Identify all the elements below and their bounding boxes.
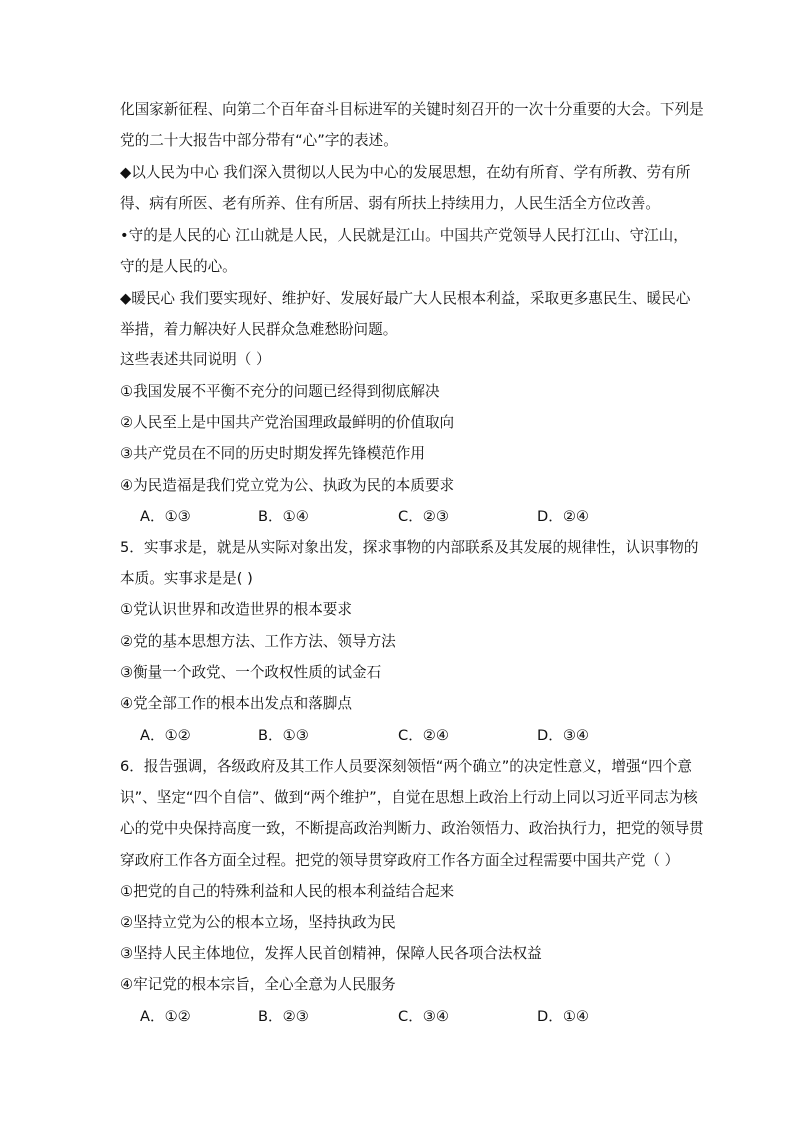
q4-statement-3: ③共产党员在不同的历史时期发挥先锋模范作用 xyxy=(120,445,425,462)
q4-item-2-line-1: •守的是人民的心 江山就是人民，人民就是江山。中国共产党领导人民打江山、守江山， xyxy=(120,227,688,244)
q5-option-b[interactable]: B．①③ xyxy=(258,727,309,744)
q6-stem-line-2: 识”、坚定“四个自信”、做到“两个维护”，自觉在思想上政治上行动上同以习近平同志为核 xyxy=(120,789,698,806)
q6-options xyxy=(140,1007,660,1027)
q5-stem-line-1: 5．实事求是，就是从实际对象出发，探求事物的内部联系及其发展的规律性，认识事物的 xyxy=(120,539,699,556)
q6-option-a[interactable]: A．①② xyxy=(140,1008,191,1025)
q6-option-c[interactable]: C．③④ xyxy=(398,1008,449,1025)
q6-stem-line-3: 心的党中央保持高度一致，不断提高政治判断力、政治领悟力、政治执行力，把党的领导贯 xyxy=(120,820,704,837)
intro-line-1: 化国家新征程、向第二个百年奋斗目标进军的关键时刻召开的一次十分重要的大会。下列是 xyxy=(120,101,704,118)
q6-statement-3: ③坚持人民主体地位，发挥人民首创精神，保障人民各项合法权益 xyxy=(120,945,542,962)
q6-statement-1: ①把党的自己的特殊利益和人民的根本利益结合起来 xyxy=(120,883,455,900)
q4-item-1-line-2: 得、病有所医、老有所养、住有所居、弱有所扶上持续用力，人民生活全方位改善。 xyxy=(120,195,660,212)
q5-options xyxy=(140,726,660,746)
q5-option-a[interactable]: A．①② xyxy=(140,727,191,744)
q4-item-1-line-1: ◆以人民为中心 我们深入贯彻以人民为中心的发展思想，在幼有所育、学有所教、劳有所 xyxy=(120,164,691,181)
q6-option-b[interactable]: B．②③ xyxy=(258,1008,309,1025)
q4-item-3-line-2: 举措，着力解决好人民群众急难愁盼问题。 xyxy=(120,321,398,338)
q6-option-d[interactable]: D．①④ xyxy=(537,1008,589,1025)
q4-option-a[interactable]: A．①③ xyxy=(140,508,191,525)
q5-statement-2: ②党的基本思想方法、工作方法、领导方法 xyxy=(120,633,396,650)
q5-statement-3: ③衡量一个政党、一个政权性质的试金石 xyxy=(120,664,382,681)
q4-option-b[interactable]: B．①④ xyxy=(258,508,309,525)
q4-option-c[interactable]: C．②③ xyxy=(398,508,449,525)
q4-item-2-line-2: 守的是人民的心。 xyxy=(120,258,237,275)
q5-option-c[interactable]: C．②④ xyxy=(398,727,449,744)
q4-statement-1: ①我国发展不平衡不充分的问题已经得到彻底解决 xyxy=(120,383,440,400)
q6-stem-line-4: 穿政府工作各方面全过程。把党的领导贯穿政府工作各方面全过程需要中国共产党（ ） xyxy=(120,852,680,869)
q5-statement-1: ①党认识世界和改造世界的根本要求 xyxy=(120,601,352,618)
q4-statement-4: ④为民造福是我们党立党为公、执政为民的本质要求 xyxy=(120,477,455,494)
q4-options xyxy=(140,507,660,527)
q6-stem-line-1: 6．报告强调，各级政府及其工作人员要深刻领悟“两个确立”的决定性意义，增强“四个意 xyxy=(120,758,692,775)
q4-stem: 这些表述共同说明（ ） xyxy=(120,351,271,368)
q5-stem-line-2: 本质。实事求是是( ) xyxy=(120,570,253,587)
q4-statement-2: ②人民至上是中国共产党治国理政最鲜明的价值取向 xyxy=(120,414,455,431)
q4-option-d[interactable]: D．②④ xyxy=(537,508,589,525)
intro-line-2: 党的二十大报告中部分带有“心”字的表述。 xyxy=(120,132,398,149)
q6-statement-2: ②坚持立党为公的根本立场，坚持执政为民 xyxy=(120,914,396,931)
q4-item-3-line-1: ◆暖民心 我们要实现好、维护好、发展好最广大人民根本利益，采取更多惠民生、暖民心 xyxy=(120,290,691,307)
q5-statement-4: ④党全部工作的根本出发点和落脚点 xyxy=(120,695,352,712)
q6-statement-4: ④牢记党的根本宗旨，全心全意为人民服务 xyxy=(120,976,396,993)
q5-option-d[interactable]: D．③④ xyxy=(537,727,589,744)
